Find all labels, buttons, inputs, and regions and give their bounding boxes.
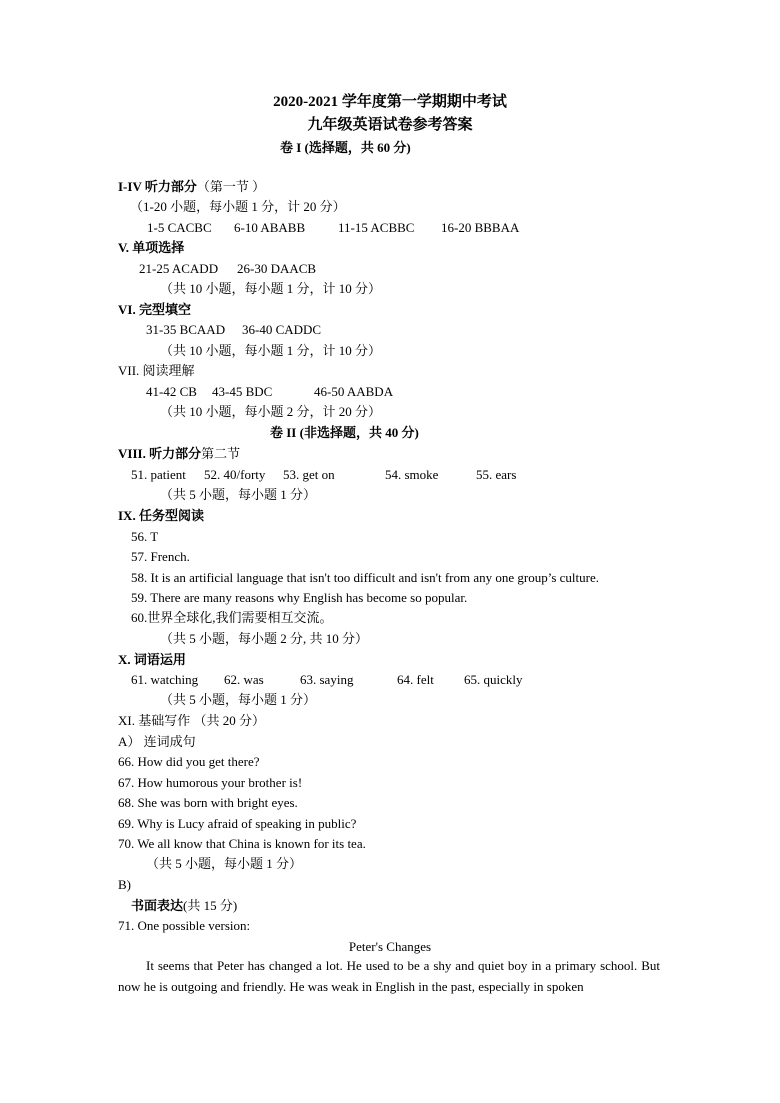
answer: 52. 40/forty [204, 467, 266, 482]
list-item: 70. We all know that China is known for its tea. [118, 836, 366, 851]
list-item: 59. There are many reasons why English has become so popular. [131, 590, 468, 605]
sec1-heading-bold: I-IV 听力部分 [118, 179, 197, 194]
sec8-heading [118, 447, 240, 460]
sec6-note: （共 10 小题，每小题 1 分，计 10 分） [160, 343, 382, 358]
answer: 62. was [224, 672, 264, 687]
answer: 11-15 ACBBC [338, 220, 415, 235]
list-item: 60.世界全球化,我们需要相互交流。 [131, 610, 333, 625]
sec6-heading: VI. 完型填空 [118, 302, 191, 317]
answer: 16-20 BBBAA [441, 220, 520, 235]
sec5-heading: V. 单项选择 [118, 240, 185, 255]
answer: 51. patient [131, 467, 186, 482]
part1-heading: 卷 I (选择题，共 60 分) [280, 140, 411, 155]
writing-heading [131, 899, 237, 912]
answer: 55. ears [476, 467, 517, 482]
answer: 6-10 ABABB [234, 220, 306, 235]
sec8-note: （共 5 小题，每小题 1 分） [160, 487, 317, 502]
writing-heading-rest: (共 15 分) [183, 898, 238, 913]
sec9-note: （共 5 小题，每小题 2 分, 共 10 分） [160, 631, 369, 646]
part2-heading: 卷 II (非选择题，共 40 分) [270, 425, 419, 440]
list-item: 69. Why is Lucy afraid of speaking in public? [118, 816, 357, 831]
list-item: 57. French. [131, 549, 190, 564]
answer: 54. smoke [385, 467, 439, 482]
sec11-sub-a: A） 连词成句 [118, 734, 196, 749]
list-item: 68. She was born with bright eyes. [118, 795, 298, 810]
answer: 36-40 CADDC [242, 322, 322, 337]
sec11-heading: XI. 基础写作 （共 20 分） [118, 713, 265, 728]
sec8-heading-bold: VIII. 听力部分 [118, 446, 202, 461]
answer: 1-5 CACBC [147, 220, 212, 235]
sec10-heading: X. 词语运用 [118, 652, 186, 667]
answer: 41-42 CB [146, 384, 197, 399]
sec1-note: （1-20 小题，每小题 1 分，计 20 分） [130, 199, 346, 214]
answer: 65. quickly [464, 672, 523, 687]
answer: 63. saying [300, 672, 354, 687]
answer: 46-50 AABDA [314, 384, 394, 399]
list-item: 67. How humorous your brother is! [118, 775, 303, 790]
sec1-heading-rest: （第一节 ） [196, 179, 266, 194]
doc-title-line2: 九年级英语试卷参考答案 [307, 117, 473, 133]
sec5-note: （共 10 小题，每小题 1 分，计 10 分） [160, 281, 382, 296]
item-71: 71. One possible version: [118, 918, 251, 933]
sec10-note: （共 5 小题，每小题 1 分） [160, 692, 317, 707]
doc-title-line1: 2020-2021 学年度第一学期期中考试 [273, 94, 507, 110]
answer: 53. get on [283, 467, 335, 482]
list-item: 66. How did you get there? [118, 754, 260, 769]
answer: 61. watching [131, 672, 199, 687]
list-item: 58. It is an artificial language that isn't too difficult and isn't from any one group’s culture. [131, 570, 599, 585]
sec8-heading-rest: 第二节 [201, 446, 241, 461]
writing-heading-bold: 书面表达 [131, 898, 184, 913]
essay-title: Peter's Changes [348, 939, 432, 954]
sec9-heading: IX. 任务型阅读 [118, 508, 204, 523]
essay-paragraph: It seems that Peter has changed a lot. He used to be a shy and quiet boy in a primary school. But now he is outgoing and friendly. He was weak in English in the past, especially in spoken [118, 958, 660, 994]
sec11-note: （共 5 小题，每小题 1 分） [146, 856, 303, 871]
sec7-heading: VII. 阅读理解 [118, 363, 195, 378]
answer: 31-35 BCAAD [146, 322, 226, 337]
sec11-sub-b: B) [118, 877, 131, 892]
sec1-heading [118, 180, 265, 193]
sec7-note: （共 10 小题，每小题 2 分，计 20 分） [160, 404, 382, 419]
answer: 43-45 BDC [212, 384, 273, 399]
answer: 64. felt [397, 672, 434, 687]
answer: 21-25 ACADD [139, 261, 219, 276]
list-item: 56. T [131, 529, 159, 544]
answer: 26-30 DAACB [237, 261, 317, 276]
